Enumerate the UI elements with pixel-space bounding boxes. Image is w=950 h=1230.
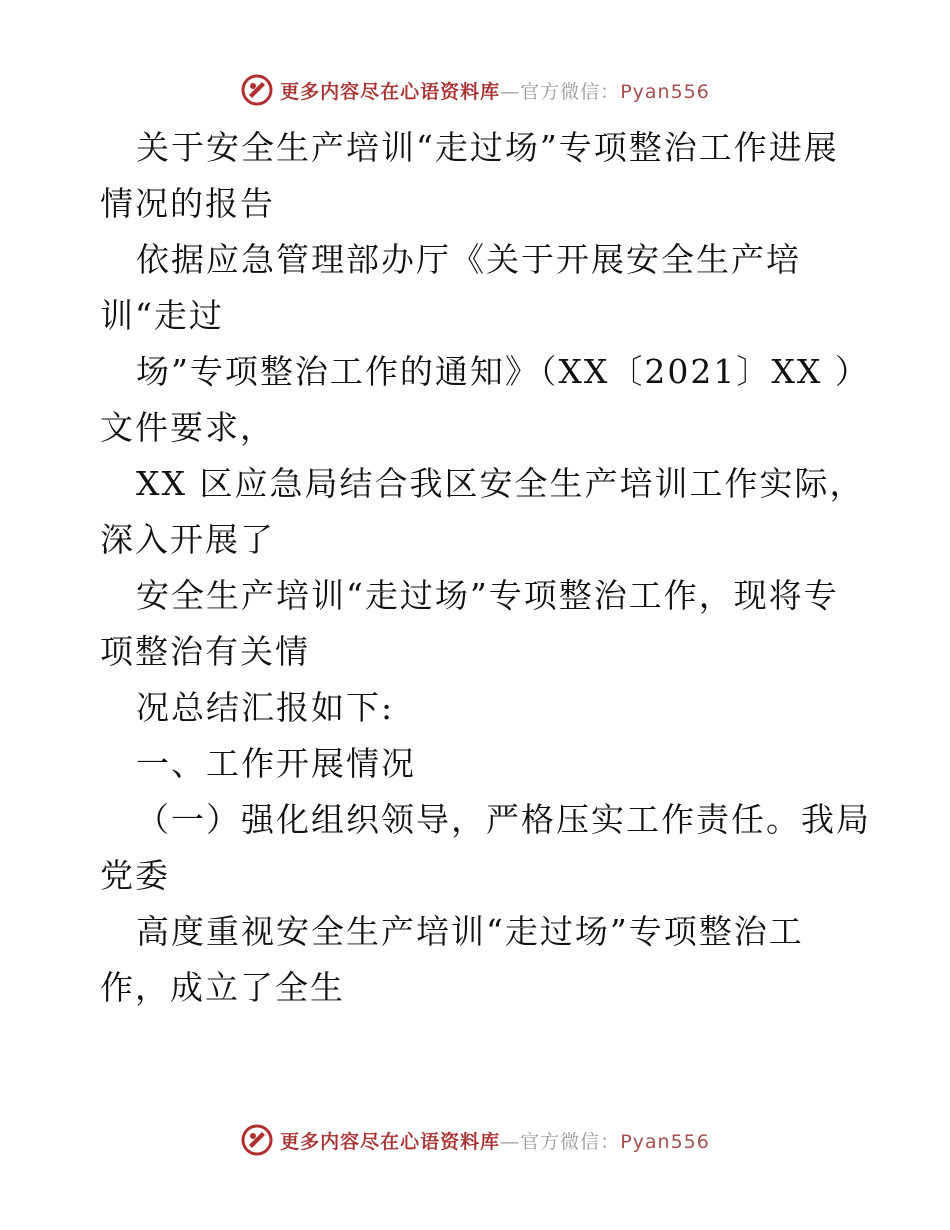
text-line: 训“走过: [100, 296, 224, 335]
text-line: 情况的报告: [100, 184, 275, 223]
text-line: 高度重视安全生产培训“走过场”专项整治工: [136, 912, 804, 951]
watermark-text: 更多内容尽在心语资料库—官方微信：Pyan556: [280, 80, 710, 103]
text-line: 文件要求，: [100, 408, 275, 447]
text-line: 关于安全生产培训“走过场”专项整治工作进展: [136, 128, 839, 167]
text-line: XX 区应急局结合我区安全生产培训工作实际，: [136, 464, 865, 503]
text-line: 党委: [100, 856, 170, 895]
document-body: [100, 120, 871, 1016]
brand-logo-icon: [240, 1123, 274, 1157]
text-line: 安全生产培训“走过场”专项整治工作，现将专: [136, 576, 839, 615]
watermark-text: 更多内容尽在心语资料库—官方微信：Pyan556: [280, 1130, 710, 1153]
footer-watermark: [0, 1120, 950, 1160]
header-watermark: [0, 70, 950, 110]
text-line: 况总结汇报如下:: [136, 688, 395, 727]
text-line: 项整治有关情: [100, 632, 310, 671]
text-line: 场”专项整治工作的通知》（XX〔2021〕XX ）: [136, 352, 870, 391]
text-line: （一）强化组织领导，严格压实工作责任。我局: [136, 800, 871, 839]
text-line: 作，成立了全生: [100, 968, 345, 1007]
text-line: 依据应急管理部办厅《关于开展安全生产培: [136, 240, 801, 279]
section-heading: 一、工作开展情况: [136, 744, 416, 783]
brand-logo-icon: [240, 73, 274, 107]
text-line: 深入开展了: [100, 520, 275, 559]
